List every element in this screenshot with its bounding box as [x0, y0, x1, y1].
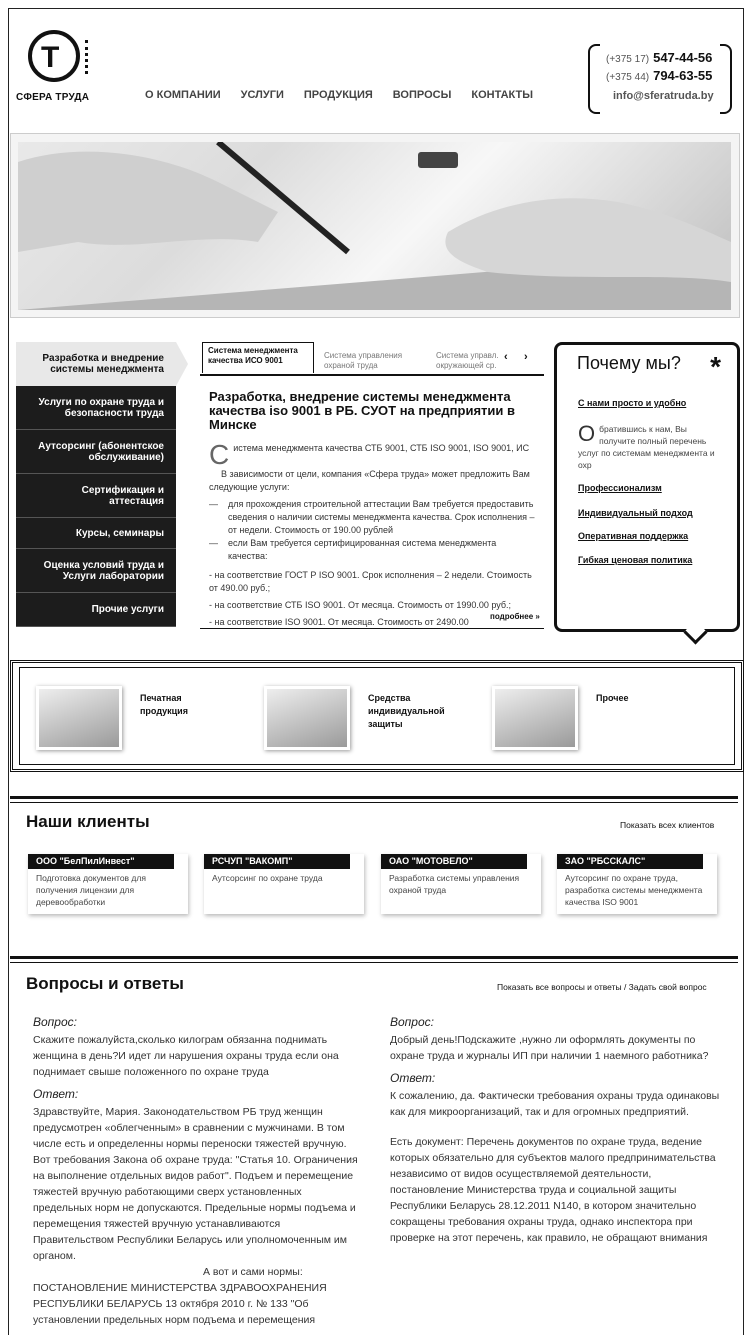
content-intro: истема менеджмента качества СТБ 9001, СТБ ISO 9001, ISO 9001, ИС: [233, 443, 530, 453]
client-desc: Аутсорсинг по охране труда, разработка системы менеджмента качества ISO 9001: [565, 873, 703, 907]
products-inner: [19, 667, 735, 765]
products-box: [10, 660, 744, 772]
hero-banner: [10, 133, 740, 318]
content-line: - на соответствие ГОСТ Р ISO 9001. Срок исполнения – 2 недели. Стоимость от 490.00 руб.;: [209, 570, 532, 593]
chevron-left-icon[interactable]: ‹: [504, 351, 508, 363]
divider: [10, 796, 738, 799]
ppe-image[interactable]: [264, 686, 350, 750]
logo-text[interactable]: СФЕРА ТРУДА: [16, 92, 90, 103]
show-all-clients-link[interactable]: Показать всех клиентов: [620, 820, 715, 830]
email-link[interactable]: info@sferatruda.by: [613, 90, 714, 102]
answer-label: Ответ:: [390, 1071, 436, 1085]
client-desc: Разработка системы управления охраной труда: [389, 873, 520, 895]
qa-item-right: [390, 1014, 720, 1252]
nav-products[interactable]: ПРОДУКЦИЯ: [303, 89, 373, 101]
brace-right-icon: [720, 44, 732, 114]
sidebar-item-other[interactable]: [16, 593, 176, 627]
tab-labor-safety-system[interactable]: Система управления охраной труда: [324, 351, 403, 370]
client-card[interactable]: [557, 854, 717, 914]
why-link-support[interactable]: Оперативная поддержка: [578, 531, 689, 541]
content-title: Разработка, внедрение системы менеджмента качества iso 9001 в РБ. СУОТ на предприятии в Минске: [209, 390, 515, 432]
qa-title: Вопросы и ответы: [26, 974, 184, 993]
client-card[interactable]: [381, 854, 541, 914]
content-paragraph: В зависимости от цели, компания «Сфера труда» может предложить Вам следующие услуги:: [209, 469, 530, 492]
question-text: Добрый день!Подскажите ,нужно ли оформлять документы по охране труда и журналы ИП при наличии 1 наемного работника?: [390, 1034, 709, 1062]
question-label: Вопрос:: [33, 1015, 77, 1029]
client-name: ЗАО "РБССКАЛС": [557, 854, 703, 869]
nav-questions[interactable]: ВОПРОСЫ: [392, 89, 452, 101]
question-text: Скажите пожалуйста,сколько килограм обязанна поднимать женщина в день?И идет ли нарушения охраны труда если она поднимает свыше положенного по охране труда: [33, 1034, 339, 1078]
why-link-individual[interactable]: Индивидуальный подход: [578, 508, 693, 518]
phone-2[interactable]: (+375 44) 794-63-55: [606, 68, 713, 83]
brace-left-icon: [588, 44, 600, 114]
tab-environment[interactable]: Система управл. окружающей ср.: [436, 351, 499, 370]
content-line: - на соответствие СТБ ISO 9001. От месяца. Стоимость от 1990.00 руб.;: [209, 600, 512, 610]
client-name: ОАО "МОТОВЕЛО": [381, 854, 527, 869]
content-line: - на соответствие ISO 9001. От месяца. Стоимость от 2490.00: [209, 617, 469, 627]
client-card[interactable]: [204, 854, 364, 914]
sidebar-item-outsourcing[interactable]: [16, 430, 176, 474]
divider: [10, 962, 738, 963]
sidebar-item-certification[interactable]: [16, 474, 176, 518]
list-item-text: если Вам требуется сертифицированная система менеджмента качества:: [228, 538, 497, 561]
service-tabs: [200, 342, 544, 376]
divider: [200, 628, 544, 629]
logo-letter: Т: [41, 41, 60, 74]
sidebar-item-label: Прочие услуги: [91, 604, 164, 615]
list-item: — для прохождения строительной аттестации Вам требуется предоставить сведения о наличии системы менеджмента качества. Срок исполнения – от недели. Стоимость от 190.00 рублей: [209, 499, 535, 535]
nav-services[interactable]: УСЛУГИ: [240, 89, 284, 101]
more-link[interactable]: подробнее »: [490, 612, 540, 621]
answer-text: А вот и сами нормы:: [203, 1266, 303, 1278]
why-link-simple[interactable]: С нами просто и удобно: [578, 398, 687, 408]
phone-1[interactable]: (+375 17) 547-44-56: [606, 50, 713, 65]
product-ppe[interactable]: Средства индивидуальной защиты: [368, 693, 445, 729]
client-desc: Аутсорсинг по охране труда: [212, 873, 323, 883]
nav-about[interactable]: О КОМПАНИИ: [145, 89, 221, 101]
asterisk-icon: *: [710, 351, 721, 382]
clients-title: Наши клиенты: [26, 812, 150, 831]
why-title: Почему мы?: [577, 353, 681, 373]
client-card[interactable]: [28, 854, 188, 914]
service-content: [209, 390, 535, 630]
question-label: Вопрос:: [390, 1015, 434, 1029]
sidebar-item-courses[interactable]: [16, 518, 176, 549]
hero-hands-illustration: [18, 142, 731, 310]
nav-contacts[interactable]: КОНТАКТЫ: [471, 89, 534, 101]
why-desc-text: братившись к нам, Вы получите полный перечень услуг по системам менеджмента и охр: [578, 424, 715, 470]
sidebar-item-label: Услуги по охране труда и безопасности труда: [38, 396, 164, 419]
sidebar-item-label: Аутсорсинг (абонентское обслуживание): [38, 440, 164, 463]
dropcap: С: [209, 439, 230, 470]
client-desc: Подготовка документов для получения лицензии для деревообработки: [36, 873, 146, 907]
list-item: — если Вам требуется сертифицированная система менеджмента качества:: [209, 537, 535, 563]
answer-label: Ответ:: [33, 1087, 79, 1101]
dropcap: О: [578, 421, 596, 446]
why-link-pricing[interactable]: Гибкая ценовая политика: [578, 555, 693, 565]
sidebar-item-label: Разработка и внедрение системы менеджмента: [42, 353, 164, 375]
sidebar-item-label: Курсы, семинары: [75, 527, 164, 539]
why-desc: [578, 423, 723, 471]
contacts-block: [588, 44, 738, 110]
main-nav: [145, 89, 533, 101]
tab-iso9001[interactable]: Система менеджмента качества ИСО 9001: [202, 342, 314, 373]
answer-text: Есть документ: Перечень документов по охране труда, ведение которых обязательно для субъектов малого предпринимательства независимо от видов осуществляемой деятельности, постановление Министерства труда и социальной защиты Республики Беларусь 28.12.2011 N140, в котором значительно сокращены требования охраны труда, однако инспектора при проверке на этот перечень, как правило, не обращают внимания: [390, 1136, 716, 1244]
list-item-text: для прохождения строительной аттестации Вам требуется предоставить сведения о наличии системы менеджмента качества. Срок исполнения – от недели. Стоимость от 190.00 рублей: [228, 499, 535, 535]
product-printed[interactable]: Печатная продукция: [140, 693, 188, 716]
client-name: ООО "БелПилИнвест": [28, 854, 174, 869]
sidebar-item-management-systems[interactable]: [16, 342, 176, 386]
qa-links[interactable]: Показать все вопросы и ответы / Задать свой вопрос: [497, 982, 707, 992]
other-products-image[interactable]: [492, 686, 578, 750]
answer-text: Здравствуйте, Мария. Законодательством РБ труд женщин предусмотрен «облегченным» в сравнении с мужчинами. В том числе есть и определенны нормы переноски тяжестей вручную. Вот требования Закона об охране труда: "Статья 10. Ограничения на выполнение отдельных видов работ". Подъем и перемещение тяжестей вручную работающими сверх установленных предельных норм не допускаются. Предельные нормы подъема и перемещения тяжестей вручную устанавливаются Правительством Республики Беларусь или уполномоченным им органом.: [33, 1106, 358, 1262]
client-name: РСЧУП "ВАКОМП": [204, 854, 350, 869]
sidebar-item-label: Сертификация и аттестация: [81, 484, 164, 507]
sidebar-item-label: Оценка условий труда и Услуги лаборатории: [43, 559, 164, 582]
divider: [10, 802, 738, 803]
answer-text: ПОСТАНОВЛЕНИЕ МИНИСТЕРСТВА ЗДРАВООХРАНЕНИЯ РЕСПУБЛИКИ БЕЛАРУСЬ 13 октября 2010 г. № 133 "Об установлении предельных норм подъема и перемещения: [33, 1282, 327, 1326]
chevron-right-icon[interactable]: ›: [524, 351, 528, 363]
sidebar-item-lab[interactable]: [16, 549, 176, 593]
services-sidebar: [16, 342, 176, 627]
hero-image: [18, 142, 731, 310]
why-us-box: [554, 342, 740, 632]
qa-item-left: [33, 1014, 363, 1334]
sidebar-item-labor-safety[interactable]: [16, 386, 176, 430]
product-other[interactable]: Прочее: [596, 693, 629, 703]
answer-text: К сожалению, да. Фактически требования охраны труда одинаковы как для микроорганизаций, так и для огромных предприятий.: [390, 1090, 720, 1118]
printed-products-image[interactable]: [36, 686, 122, 750]
divider: [10, 956, 738, 959]
why-link-professionalism[interactable]: Профессионализм: [578, 483, 662, 493]
